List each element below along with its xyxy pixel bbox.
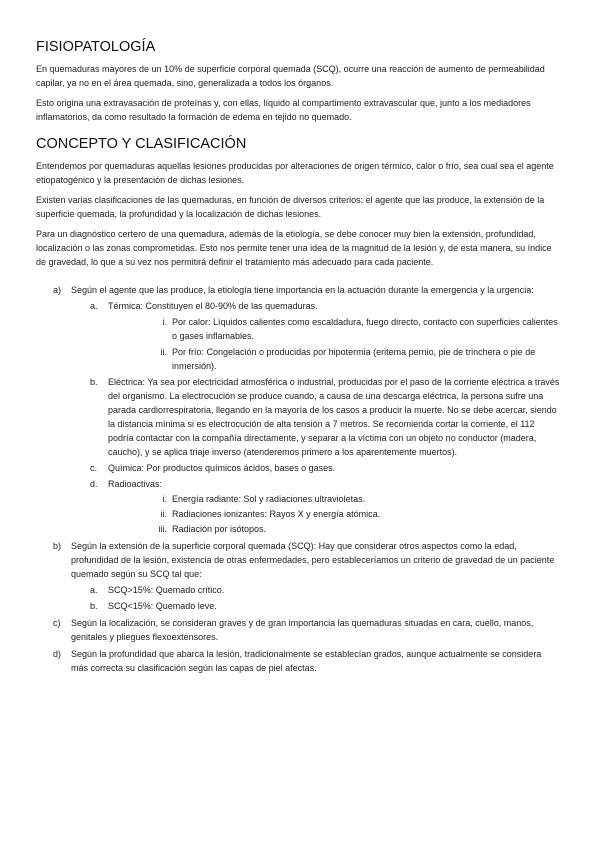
- list-item-localizacion: [36, 616, 560, 644]
- list-item-radiaciones-ionizantes: [36, 507, 560, 521]
- paragraph-text: En quemaduras mayores de un 10% de superficie corporal quemada (SCQ), ocurre una reacción de aumento de permeabilidad capilar, ya no en el área quemada, sino, generalizada a todos los órganos.: [36, 64, 545, 88]
- list-item-leve: [36, 599, 560, 613]
- list-item-termica: [36, 299, 560, 313]
- paragraph: [36, 193, 560, 221]
- list-marker: d): [53, 649, 62, 659]
- list-item-text: Según la profundidad que abarca la lesión, tradicionalmente se establecían grados, aunque actualmente se considera más correcta su clasificación según las capas de piel afectas.: [71, 649, 542, 673]
- list-marker: a.: [90, 301, 98, 311]
- paragraph-text: Para un diagnóstico certero de una quemadura, además de la etiología, se debe conocer muy bien la extensión, profundidad, localización o las zonas comprometidas. Esto nos permite tener una idea de la magnitud de la lesión y, de esta manera, su índice de gravedad, lo que a su vez nos permitirá definir el tratamiento más adecuado para cada paciente.: [36, 229, 552, 267]
- list-item-critico: [36, 583, 560, 597]
- list-item-text: Según la localización, se consideran graves y de gran importancia las quemaduras situadas en cara, cuello, manos, genitales y pliegues flexoextensores.: [71, 618, 534, 642]
- list-marker: i.: [162, 494, 167, 504]
- list-item-calor: [36, 315, 560, 343]
- list-item-electrica: [36, 375, 560, 459]
- classification-list: [36, 283, 560, 675]
- list-item-radiacion-isotopos: [36, 522, 560, 536]
- section-title-concepto: [36, 135, 560, 153]
- list-item-radioactivas: [36, 477, 560, 491]
- list-marker: d.: [90, 479, 98, 489]
- list-marker: a.: [90, 585, 98, 595]
- paragraph-text: Entendemos por quemaduras aquellas lesiones producidas por alteraciones de origen térmico, calor o frío, sea cual sea el agente etiopatogénico y la presentación de dichas lesiones.: [36, 161, 554, 185]
- paragraph: [36, 227, 560, 269]
- list-marker: b): [53, 541, 62, 551]
- list-item-text: Eléctrica: Ya sea por electricidad atmosférica o industrial, producidas por el paso de la corriente eléctrica a través del organismo. La electrocución se produce cuando, a causa de una descarga eléctrica, la persona sufre una parada cardiorrespiratoria, llegando en la mayoría de los casos a producir la muerte. No se debe acercar, siendo la distancia mínima si es electrocución de alta tensión a 7 metros. Se recomienda cortar la corriente, el 112 podría contactar con la compañía directamente, y separar a la víctima con un objeto no conductor (madera, caucho), y se aplica triaje inverso (atenderemos primero a los aparentemente muertos).: [108, 377, 560, 457]
- list-item-quimica: [36, 461, 560, 475]
- list-marker: b.: [90, 601, 98, 611]
- list-item-profundidad: [36, 647, 560, 675]
- paragraph-text: Existen varias clasificaciones de las quemaduras, en función de diversos criterios: el agente que las produce, la extensión de la superficie quemada, la profundidad y la localización de dichas lesiones.: [36, 195, 545, 219]
- list-item-text: Radiaciones ionizantes: Rayos X y energía atómica.: [172, 509, 381, 519]
- list-item-text: Según la extensión de la superficie corporal quemada (SCQ): Hay que considerar otros aspectos como la edad, profundidad de la lesión, existencia de otras enfermedades, pero estableceríamos un criterio de gravedad de un paciente quemado según su SCQ tal que:: [71, 541, 555, 579]
- list-marker: a): [53, 285, 62, 295]
- list-item-text: Radiación por isótopos.: [172, 524, 267, 534]
- list-item-agente: [36, 283, 560, 297]
- list-item-text: Energía radiante: Sol y radiaciones ultravioletas.: [172, 494, 366, 504]
- paragraph: [36, 96, 560, 124]
- list-item-text: Radioactivas:: [108, 479, 163, 489]
- section-title-fisiopatologia: [36, 38, 560, 56]
- list-item-text: Química: Por productos químicos ácidos, bases o gases.: [108, 463, 336, 473]
- list-item-text: SCQ>15%: Quemado crítico.: [108, 585, 225, 595]
- list-item-text: Por frío: Congelación o producidas por hipotermia (eritema pernio, pie de trinchera o pie de inmersión).: [172, 347, 536, 371]
- list-marker: ii.: [160, 509, 167, 519]
- list-item-extension: [36, 539, 560, 581]
- list-marker: ii.: [160, 347, 167, 357]
- list-marker: iii.: [158, 524, 167, 534]
- list-marker: i.: [162, 317, 167, 327]
- section-title-text: CONCEPTO Y CLASIFICACIÓN: [36, 136, 247, 152]
- list-marker: b.: [90, 377, 98, 387]
- list-item-energia-radiante: [36, 492, 560, 506]
- paragraph-text: Esto origina una extravasación de proteínas y, con ellas, líquido al compartimento extravascular que, junto a los mediadores inflamatorios, da como resultado la formación de edema en tejido no quemado.: [36, 98, 531, 122]
- list-marker: c.: [90, 463, 98, 473]
- list-item-text: Térmica: Constituyen el 80-90% de las quemaduras.: [108, 301, 318, 311]
- list-item-text: Según el agente que las produce, la etiología tiene importancia en la actuación durante la emergencia y la urgencia:: [71, 285, 534, 295]
- list-item-text: SCQ<15%: Quemado leve.: [108, 601, 217, 611]
- list-item-text: Por calor: Líquidos calientes como escaldadura, fuego directo, contacto con superficies calientes o gases inflamables.: [172, 317, 558, 341]
- list-item-frio: [36, 345, 560, 373]
- list-marker: c): [53, 618, 61, 628]
- section-title-text: FISIOPATOLOGÍA: [36, 39, 156, 55]
- paragraph: [36, 159, 560, 187]
- paragraph: [36, 62, 560, 90]
